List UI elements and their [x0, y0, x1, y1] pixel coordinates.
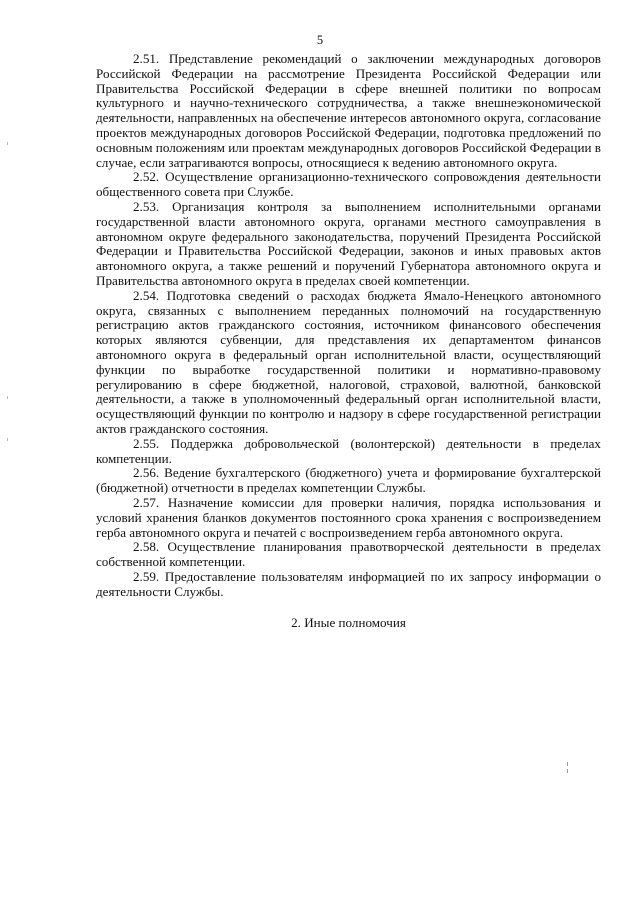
margin-mark: [7, 438, 8, 441]
paragraph-2-58: [96, 540, 601, 570]
paragraph-2-56: [96, 466, 601, 496]
paragraph-number: 2.58.: [133, 539, 160, 555]
paragraph-text: Предоставление пользователям информацией по их запросу информации о деятельности Службы.: [96, 568, 601, 599]
paragraph-number: 2.59.: [133, 568, 160, 584]
margin-mark: [7, 396, 8, 399]
paragraph-number: 2.51.: [133, 51, 160, 66]
paragraph-number: 2.56.: [133, 465, 160, 481]
paragraph-text: Организация контроля за выполнением исполнительными органами государственной власти автономного округа, органами местного самоуправления в автономном округе федерального законодательства, поручений Президента Российской Федерации и Правительства Российской Федерации, законов и иных правовых актов автономного округа, а также решений и поручений Губернатора автономного округа и Правительства автономного округа в пределах своей компетенции.: [96, 198, 601, 288]
document-body: [96, 52, 601, 631]
paragraph-text: Поддержка добровольческой (волонтерской) деятельности в пределах компетенции.: [96, 435, 601, 466]
paragraph-number: 2.57.: [133, 494, 160, 510]
paragraph-text: Назначение комиссии для проверки наличия, порядка использования и условий хранения бланков документов постоянного срока хранения с воспроизведением герба автономного округа и печатей с воспроизведением герба автономного округа.: [96, 494, 601, 540]
paragraph-text: Ведение бухгалтерского (бюджетного) учета и формирование бухгалтерской (бюджетной) отчетности в пределах компетенции Службы.: [96, 465, 601, 496]
paragraph-text: Осуществление планирования правотворческой деятельности в пределах собственной компетенции.: [96, 539, 601, 570]
section-heading: 2. Иные полномочия: [291, 615, 406, 631]
paragraph-text: Осуществление организационно-технического сопровождения деятельности общественного совета при Службе.: [96, 169, 602, 200]
paragraph-number: 2.53.: [133, 198, 160, 214]
margin-mark: [7, 142, 8, 145]
paragraph-text: Подготовка сведений о расходах бюджета Ямало-Ненецкого автономного округа, связанных с выполнением переданных полномочий на государственную регистрацию актов гражданского состояния, источником финансового обеспечения которых являются субвенции, для представления их департаментом финансов автономного округа в федеральный орган исполнительной власти, осуществляющий функции по выработке государственной политики и нормативно-правовому регулированию в сфере бюджетной, налоговой, страховой, валютной, банковской деятельности, а также в уполномоченный федеральный орган исполнительной власти, осуществляющий функции по контролю и надзору в сфере государственной регистрации актов гражданского состояния.: [96, 287, 601, 436]
paragraph-2-59: [96, 570, 601, 600]
paragraph-2-55: [96, 437, 601, 467]
page-number: 5: [316, 33, 324, 47]
paragraph-2-52: [96, 170, 601, 200]
paragraph-2-53: [96, 200, 601, 289]
scan-artifact: [567, 762, 569, 780]
paragraph-2-54: [96, 289, 601, 437]
paragraph-number: 2.52.: [133, 169, 160, 185]
paragraph-2-57: [96, 496, 601, 540]
paragraph-2-51: [96, 52, 601, 170]
paragraph-number: 2.55.: [133, 435, 160, 451]
paragraph-number: 2.54.: [133, 287, 160, 303]
paragraph-text: Представление рекомендаций о заключении международных договоров Российской Федерации на рассмотрение Президента Российской Федерации или Правительства Российской Федерации в сфере внешней политики по вопросам культурного и научно-технического сотрудничества, а также внешнеэкономической деятельности, направленных на обеспечение интересов автономного округа, согласование проектов международных договоров Российской Федерации, подготовка предложений по основным положениям или проектам международных договоров Российской Федерации в случае, если затрагиваются вопросы, относящиеся к ведению автономного округа.: [96, 51, 601, 170]
